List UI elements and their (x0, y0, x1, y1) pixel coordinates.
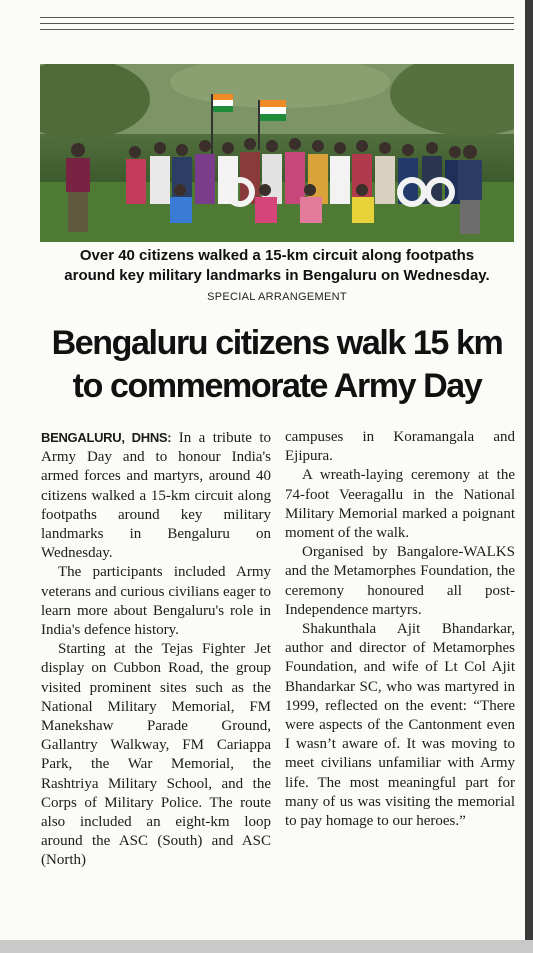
person-right-head (463, 145, 477, 159)
paragraph: campuses in Koramangala and Ejipura. (285, 429, 515, 465)
header-rule-1 (40, 17, 514, 18)
flag-center-white (260, 107, 286, 114)
caption-line-1: Over 40 citizens walked a 15-km circuit along footpaths (79, 247, 475, 264)
headline-line-1: Bengaluru citizens walk 15 km (51, 324, 503, 362)
person-left-head (71, 143, 85, 157)
flag-left-green (213, 106, 233, 112)
person-left-legs (68, 192, 88, 232)
page-edge-rule (525, 0, 533, 940)
photo-credit: SPECIAL ARRANGEMENT (207, 291, 347, 303)
header-rule-2 (40, 23, 514, 24)
article-column-2 (285, 428, 515, 831)
flag-pole-left (211, 94, 213, 154)
flag-center-green (260, 114, 286, 121)
header-rules (40, 17, 514, 35)
person-right-body (458, 160, 482, 200)
caption-line-2: around key military landmarks in Bengaluru on Wednesday. (64, 267, 490, 284)
article-headline (20, 322, 533, 408)
person-right-legs (460, 200, 480, 234)
photo-illustration (40, 64, 514, 242)
flag-left-saffron (213, 94, 233, 100)
flag-left-white (213, 100, 233, 106)
paragraph: The participants included Army veterans and curious civilians eager to learn more about Bengaluru's role in India's defence history. (41, 564, 271, 639)
person-left-body (66, 158, 90, 192)
paragraph: A wreath-laying ceremony at the 74-foot Veeragallu in the National Military Memorial marked a poignant moment of the walk. (285, 467, 515, 542)
paragraph: Organised by Bangalore-WALKS and the Metamorphes Foundation, the ceremony honoured all post-Independence martyrs. (285, 544, 515, 618)
header-rule-3 (40, 29, 514, 30)
dateline: BENGALURU, DHNS: (41, 430, 172, 445)
paragraph: Shakunthala Ajit Bhandarkar, author and director of Metamorphes Foundation, and wife of Lt Col Ajit Bhandarkar SC, who was martyred in 1999, reflected on the event: “There were aspects of the Cantonment even I wasn’t aware of. It was moving to meet civilians unfamiliar with Army life. The most meaningful part for many of us was visiting the memorial to pay homage to our heroes.” (285, 621, 515, 830)
article-body (41, 428, 515, 871)
paragraph: Starting at the Tejas Fighter Jet display on Cubbon Road, the group visited prominent sites such as the National Military Memorial, FM Manekshaw Parade Ground, Gallantry Walkway, FM Cariappa Park, the War Memorial, the Rashtriya Military School, and the Corps of Military Police. The route also included an eight-km loop around the ASC (South) and ASC (North) (41, 641, 271, 869)
photo-caption (30, 246, 524, 286)
headline-line-2: to commemorate Army Day (72, 367, 482, 405)
flag-pole-center (258, 100, 260, 150)
article-column-1 (41, 428, 271, 871)
flag-center-saffron (260, 100, 286, 107)
paragraph-text: In a tribute to Army Day and to honour India's armed forces and martyrs, around 40 citizens walked a 15-km circuit along footpaths around key military landmarks in Bengaluru on Wednesday. (41, 430, 271, 562)
paragraph (41, 428, 271, 563)
group-photo-image (40, 64, 514, 242)
